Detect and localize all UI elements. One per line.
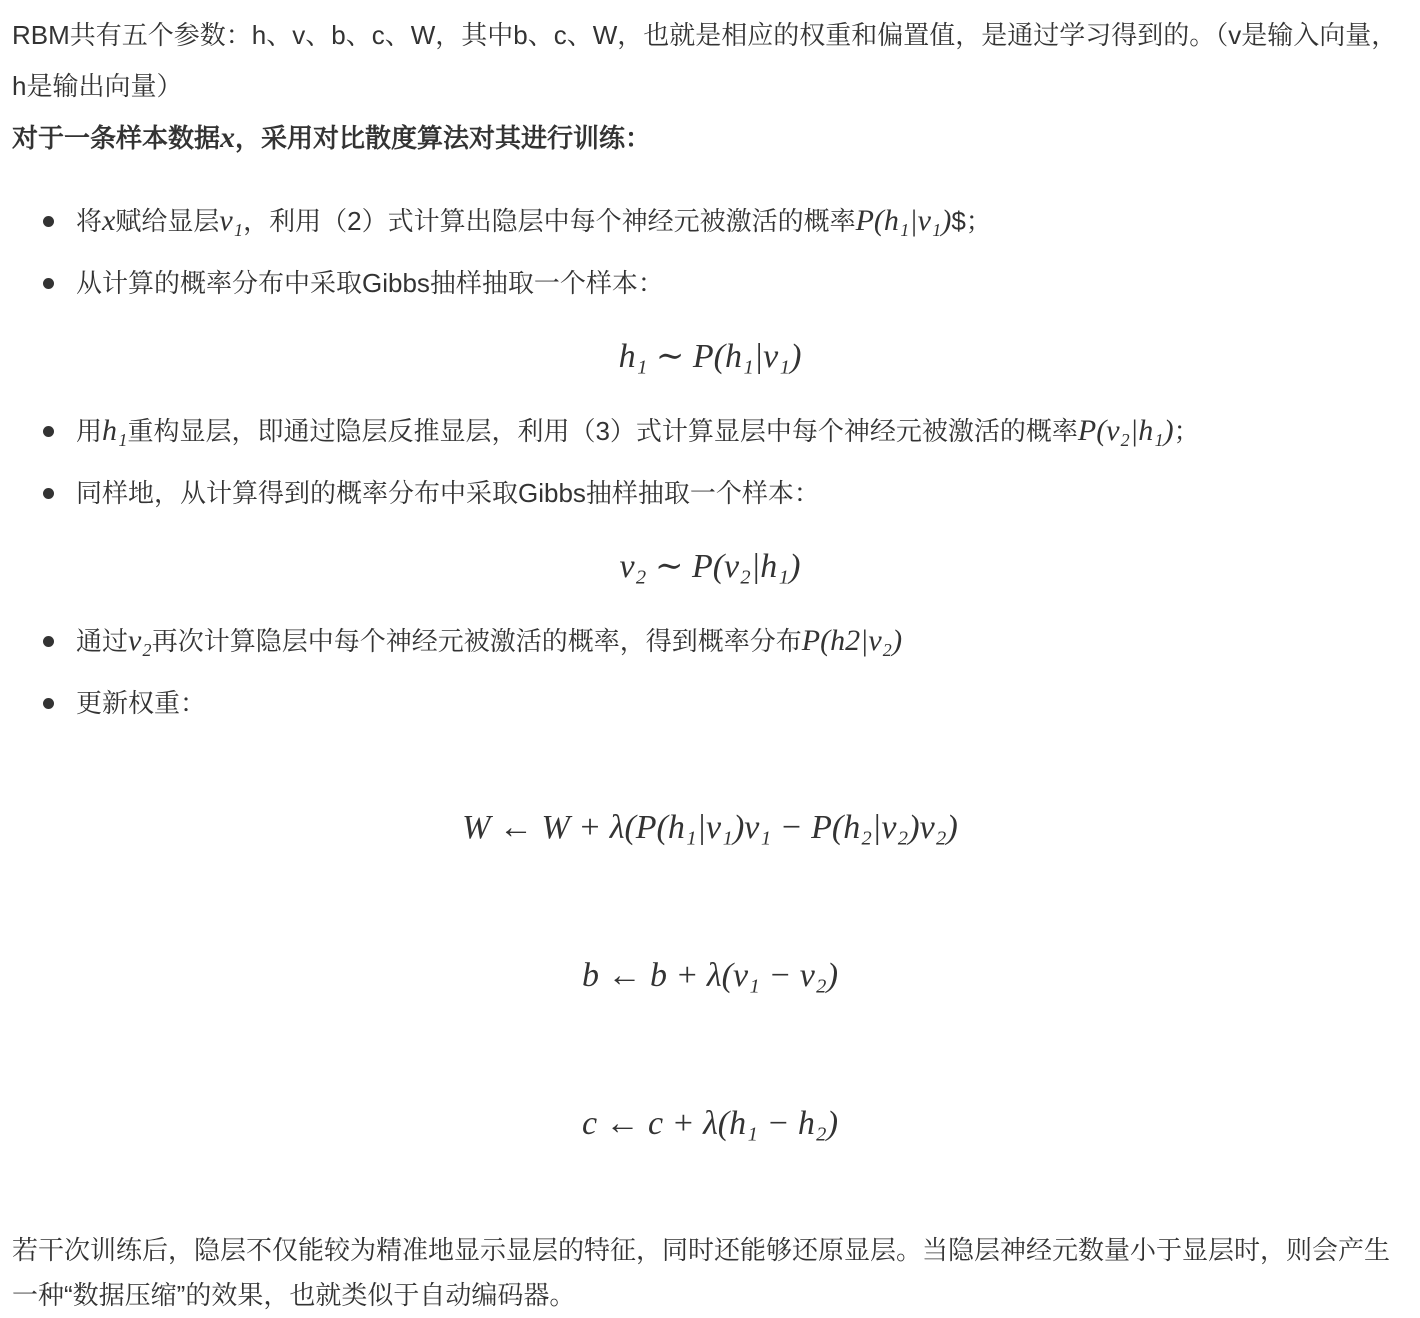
text: 将 [76, 206, 103, 236]
text: 同样地，从计算得到的概率分布中采取Gibbs抽样抽取一个样本： [76, 478, 820, 508]
formula-update-W: W ← W + λ(P(h₁|v₁)v₁ − P(h₂|v₂)v₂) [462, 809, 958, 846]
text: 从计算的概率分布中采取Gibbs抽样抽取一个样本： [76, 268, 664, 298]
training-steps-list [12, 190, 1408, 734]
text: 通过 [76, 626, 129, 656]
math: v₁ [219, 204, 244, 237]
text: 用 [76, 416, 103, 446]
text: 更新权重： [76, 688, 207, 718]
list-item [12, 610, 1408, 672]
text: ，利用（2）式计算出隐层中每个神经元被激活的概率 [243, 206, 856, 236]
formula-sample-v: v₂ ∼ P(v₂|h₁) [619, 548, 801, 585]
list-item [12, 252, 1408, 400]
list-item [12, 190, 1408, 252]
formula-update-b: b ← b + λ(v₁ − v₂) [581, 957, 839, 994]
intro-paragraph: RBM共有五个参数：h、v、b、c、W，其中b、c、W，也就是相应的权重和偏置值，是通过学习得到的。（v是输入向量，h是输出向量） [12, 20, 1398, 101]
conclusion-paragraph: 若干次训练后，隐层不仅能较为精准地显示显层的特征，同时还能够还原显层。当隐层神经元数量小于显层时，则会产生一种“数据压缩”的效果，也就类似于自动编码器。 [12, 1235, 1391, 1310]
math: v₂ [128, 624, 152, 657]
math: P(h₁|v₁) [855, 204, 952, 237]
list-item [12, 462, 1408, 610]
math: P(h2|v₂) [801, 624, 903, 657]
math: h₁ [102, 414, 128, 447]
text: $； [951, 206, 992, 236]
text: 重构显层，即通过隐层反推显层，利用（3）式计算显层中每个神经元被激活的概率 [127, 416, 1078, 446]
text: 再次计算隐层中每个神经元被激活的概率，得到概率分布 [151, 626, 802, 656]
text: ； [1173, 416, 1200, 446]
list-item [12, 672, 1408, 734]
formula-update-c: c ← c + λ(h₁ − h₂) [581, 1105, 839, 1142]
math: P(v₂|h₁) [1077, 414, 1174, 447]
text: 赋给显层 [115, 206, 220, 236]
list-item [12, 400, 1408, 462]
training-heading [12, 112, 1408, 164]
formula-sample-h: h₁ ∼ P(h₁|v₁) [618, 338, 802, 375]
math: x [102, 204, 116, 237]
heading-text: 对于一条样本数据 [12, 123, 221, 153]
math-x: x [220, 121, 236, 154]
heading-text: ，采用对比散度算法对其进行训练： [235, 123, 652, 153]
